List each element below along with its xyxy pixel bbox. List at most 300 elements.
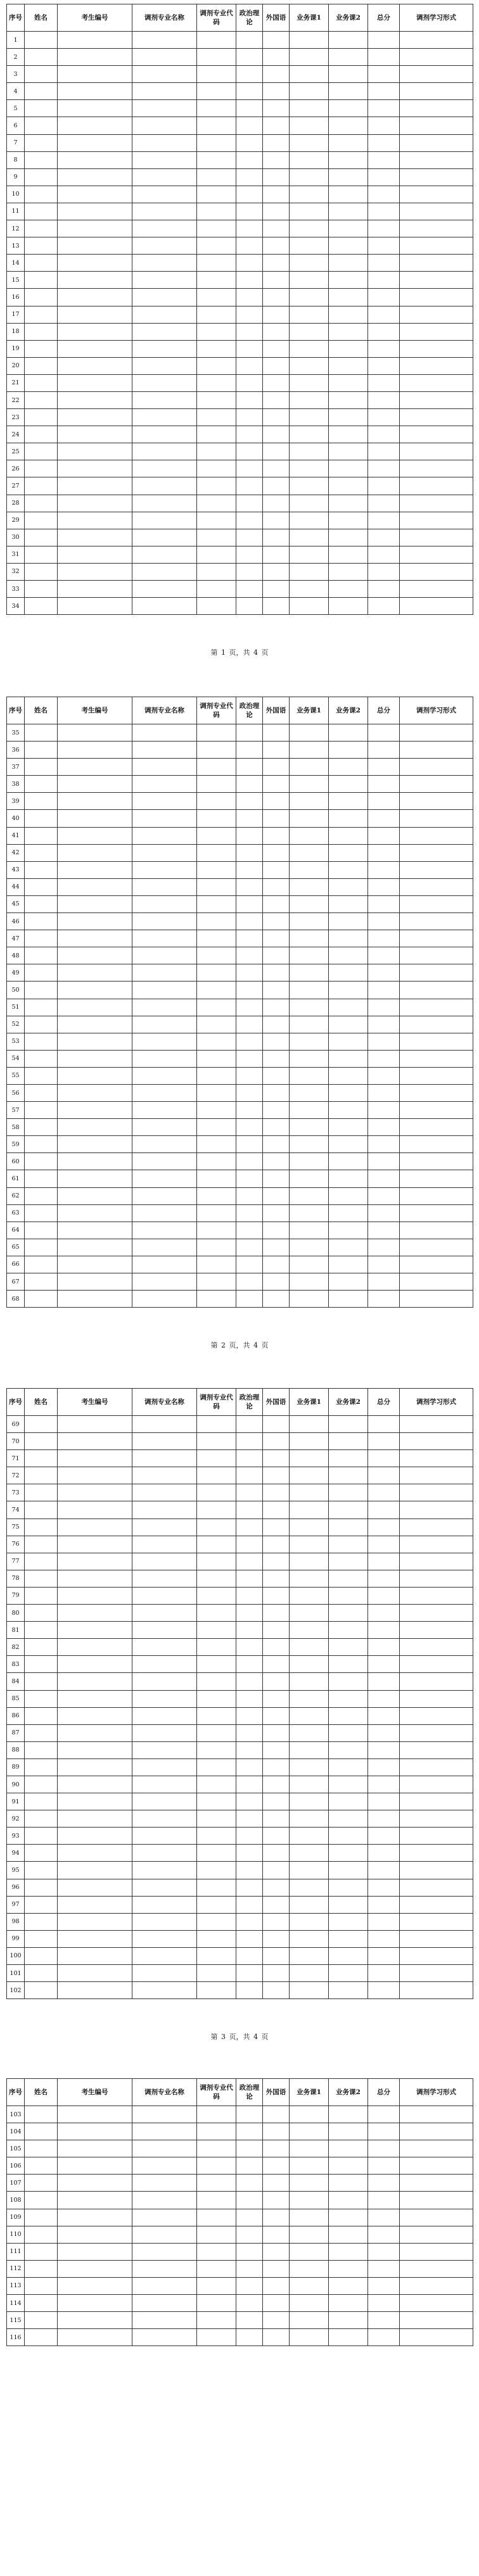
table-cell: [132, 947, 197, 964]
table-cell: [368, 117, 400, 134]
table-cell: [58, 546, 132, 563]
table-cell: 62: [7, 1187, 25, 1204]
table-row: [7, 512, 473, 529]
table-cell: [236, 1256, 263, 1273]
table-cell: [132, 1553, 197, 1570]
table-cell: [236, 1587, 263, 1604]
table-cell: [236, 426, 263, 443]
table-cell: [290, 1605, 329, 1622]
table-cell: [400, 793, 473, 810]
table-cell: [58, 323, 132, 340]
table-cell: [25, 1639, 58, 1656]
table-cell: [58, 220, 132, 237]
table-cell: [290, 186, 329, 203]
table-row: [7, 357, 473, 374]
table-cell: [290, 878, 329, 895]
header-cell: 调剂专业代码: [197, 1389, 236, 1416]
table-cell: [400, 1793, 473, 1810]
table-cell: [236, 1102, 263, 1119]
table-cell: 47: [7, 930, 25, 947]
table-cell: [197, 306, 236, 323]
table-cell: [368, 100, 400, 117]
table-cell: [400, 1170, 473, 1187]
table-cell: [290, 964, 329, 982]
admission-table: [6, 1388, 473, 1999]
table-cell: [132, 512, 197, 529]
table-cell: [400, 1484, 473, 1501]
table-cell: [58, 913, 132, 930]
table-cell: [368, 1879, 400, 1896]
table-cell: 60: [7, 1153, 25, 1170]
table-cell: [236, 100, 263, 117]
table-cell: [58, 1467, 132, 1484]
table-cell: [263, 1570, 290, 1587]
table-cell: [132, 1879, 197, 1896]
table-cell: 108: [7, 2192, 25, 2209]
table-cell: [197, 1605, 236, 1622]
table-cell: [132, 357, 197, 374]
table-cell: [400, 947, 473, 964]
table-cell: [197, 1170, 236, 1187]
header-cell: 调剂专业代码: [197, 697, 236, 724]
table-cell: [25, 1707, 58, 1724]
table-cell: [236, 1553, 263, 1570]
table-cell: [400, 2260, 473, 2277]
table-cell: [329, 134, 368, 151]
table-cell: [236, 930, 263, 947]
table-cell: [58, 340, 132, 357]
table-cell: [58, 1433, 132, 1450]
table-row: [7, 100, 473, 117]
table-cell: [25, 1587, 58, 1604]
table-cell: [25, 1170, 58, 1187]
table-cell: [368, 861, 400, 878]
table-cell: [25, 426, 58, 443]
table-cell: [236, 759, 263, 776]
table-cell: [263, 827, 290, 844]
table-cell: [400, 1913, 473, 1930]
table-cell: [329, 1879, 368, 1896]
table-cell: [290, 759, 329, 776]
table-cell: [197, 1707, 236, 1724]
table-cell: [290, 220, 329, 237]
table-cell: [290, 1776, 329, 1793]
table-cell: [290, 1896, 329, 1913]
table-cell: [290, 374, 329, 391]
table-row: [7, 32, 473, 49]
table-row: [7, 117, 473, 134]
table-row: [7, 1690, 473, 1707]
table-row: [7, 1724, 473, 1741]
table-cell: [400, 810, 473, 827]
table-cell: [236, 1273, 263, 1291]
table-cell: [236, 1639, 263, 1656]
table-cell: [400, 878, 473, 895]
table-cell: [132, 1845, 197, 1862]
table-cell: [132, 964, 197, 982]
table-cell: [58, 460, 132, 477]
table-cell: [58, 982, 132, 999]
table-cell: [368, 2123, 400, 2140]
table-cell: [197, 759, 236, 776]
table-cell: [197, 1828, 236, 1845]
table-cell: [58, 134, 132, 151]
table-cell: [368, 1136, 400, 1153]
table-cell: [236, 1622, 263, 1639]
table-cell: [25, 810, 58, 827]
table-cell: [236, 2192, 263, 2209]
table-cell: [290, 512, 329, 529]
table-cell: [132, 83, 197, 100]
table-cell: [263, 1187, 290, 1204]
table-cell: [25, 117, 58, 134]
table-cell: 114: [7, 2295, 25, 2312]
table-cell: [368, 2140, 400, 2157]
table-cell: [290, 32, 329, 49]
table-cell: [132, 1776, 197, 1793]
table-row: [7, 2260, 473, 2277]
table-row: [7, 2209, 473, 2226]
table-cell: [25, 742, 58, 759]
table-cell: [329, 1102, 368, 1119]
table-cell: [58, 1033, 132, 1050]
table-header-row: [7, 2079, 473, 2106]
table-cell: [25, 2295, 58, 2312]
table-row: [7, 546, 473, 563]
table-cell: [197, 1501, 236, 1518]
table-cell: [263, 913, 290, 930]
table-row: [7, 2295, 473, 2312]
admission-table: [6, 2078, 473, 2346]
table-cell: [58, 1690, 132, 1707]
table-cell: [197, 1810, 236, 1828]
table-cell: [236, 255, 263, 272]
table-row: [7, 391, 473, 408]
table-cell: [197, 1291, 236, 1308]
table-cell: [263, 2295, 290, 2312]
table-cell: [25, 1793, 58, 1810]
table-cell: [58, 237, 132, 255]
table-cell: [236, 1016, 263, 1033]
table-cell: [400, 1239, 473, 1256]
table-cell: [132, 1724, 197, 1741]
table-cell: [25, 2260, 58, 2277]
table-cell: [236, 1707, 263, 1724]
table-cell: [400, 930, 473, 947]
table-cell: [329, 1084, 368, 1101]
table-cell: [58, 1119, 132, 1136]
table-row: [7, 793, 473, 810]
table-cell: 86: [7, 1707, 25, 1724]
table-cell: [58, 1947, 132, 1964]
table-cell: 10: [7, 186, 25, 203]
table-cell: 48: [7, 947, 25, 964]
table-cell: [197, 1450, 236, 1467]
table-row: [7, 1793, 473, 1810]
table-cell: 68: [7, 1291, 25, 1308]
table-cell: [236, 1930, 263, 1947]
table-cell: 115: [7, 2312, 25, 2329]
table-cell: [197, 134, 236, 151]
table-cell: [58, 1187, 132, 1204]
table-cell: [236, 272, 263, 289]
table-row: [7, 1136, 473, 1153]
table-cell: [290, 810, 329, 827]
table-cell: [132, 1484, 197, 1501]
table-cell: [132, 1416, 197, 1433]
table-cell: [400, 1879, 473, 1896]
table-cell: [329, 83, 368, 100]
table-cell: 55: [7, 1067, 25, 1084]
table-cell: [197, 168, 236, 186]
table-cell: [236, 49, 263, 66]
table-cell: [58, 1622, 132, 1639]
table-cell: [58, 443, 132, 460]
table-cell: [236, 2226, 263, 2243]
table-cell: [290, 255, 329, 272]
table-cell: [290, 477, 329, 495]
table-cell: 65: [7, 1239, 25, 1256]
table-cell: [197, 1930, 236, 1947]
table-cell: [263, 1433, 290, 1450]
table-cell: [290, 151, 329, 168]
table-cell: [25, 1222, 58, 1239]
table-cell: [400, 1845, 473, 1862]
table-cell: [329, 2295, 368, 2312]
table-cell: [58, 1084, 132, 1101]
table-cell: [25, 827, 58, 844]
table-cell: [368, 1291, 400, 1308]
table-cell: [58, 2329, 132, 2346]
table-cell: 89: [7, 1758, 25, 1776]
table-cell: [263, 357, 290, 374]
table-row: [7, 1622, 473, 1639]
table-cell: [400, 1433, 473, 1450]
table-cell: [197, 1222, 236, 1239]
table-cell: [132, 203, 197, 220]
table-cell: [132, 529, 197, 546]
table-cell: [263, 2192, 290, 2209]
table-cell: [58, 724, 132, 742]
table-row: [7, 1758, 473, 1776]
table-cell: [400, 1187, 473, 1204]
table-cell: [263, 1587, 290, 1604]
table-row: [7, 443, 473, 460]
table-cell: [236, 409, 263, 426]
table-cell: [25, 1050, 58, 1067]
table-row: [7, 1845, 473, 1862]
table-cell: [236, 1605, 263, 1622]
table-cell: 52: [7, 1016, 25, 1033]
table-cell: [329, 999, 368, 1016]
table-cell: [25, 1102, 58, 1119]
table-cell: [400, 443, 473, 460]
table-cell: [132, 930, 197, 947]
table-cell: [368, 1947, 400, 1964]
table-cell: [197, 1947, 236, 1964]
table-cell: [197, 1050, 236, 1067]
table-row: [7, 1067, 473, 1084]
table-cell: [236, 374, 263, 391]
table-cell: [132, 2260, 197, 2277]
table-cell: [132, 2277, 197, 2294]
table-cell: [290, 1291, 329, 1308]
table-cell: [290, 391, 329, 408]
table-row: [7, 1707, 473, 1724]
table-cell: [236, 2329, 263, 2346]
table-cell: [290, 1656, 329, 1673]
table-cell: [290, 2243, 329, 2260]
table-cell: [236, 323, 263, 340]
table-cell: 20: [7, 357, 25, 374]
table-cell: [58, 495, 132, 512]
table-cell: [368, 2260, 400, 2277]
table-cell: [132, 1273, 197, 1291]
table-cell: [197, 2277, 236, 2294]
table-cell: [132, 1639, 197, 1656]
table-cell: [263, 947, 290, 964]
table-cell: [197, 1639, 236, 1656]
table-cell: 13: [7, 237, 25, 255]
table-cell: [263, 220, 290, 237]
table-cell: [329, 2123, 368, 2140]
table-cell: 63: [7, 1204, 25, 1222]
table-cell: [290, 1222, 329, 1239]
table-cell: 69: [7, 1416, 25, 1433]
table-cell: [58, 1102, 132, 1119]
table-row: [7, 323, 473, 340]
table-row: [7, 2106, 473, 2123]
table-cell: [329, 237, 368, 255]
table-cell: [368, 1067, 400, 1084]
table-cell: [132, 391, 197, 408]
table-cell: [236, 1467, 263, 1484]
table-cell: [263, 100, 290, 117]
table-cell: [263, 1450, 290, 1467]
table-cell: [132, 776, 197, 793]
table-cell: [25, 2312, 58, 2329]
table-cell: [25, 1862, 58, 1879]
table-cell: [290, 1170, 329, 1187]
table-cell: [236, 1450, 263, 1467]
table-cell: [263, 2175, 290, 2192]
table-cell: [263, 1845, 290, 1862]
table-cell: [132, 1913, 197, 1930]
table-cell: [400, 306, 473, 323]
table-cell: 42: [7, 844, 25, 861]
table-cell: [400, 168, 473, 186]
table-row: [7, 66, 473, 83]
table-cell: [368, 186, 400, 203]
footer-text: 页，共: [229, 2033, 250, 2041]
table-cell: [329, 844, 368, 861]
table-row: [7, 2175, 473, 2192]
table-cell: [329, 724, 368, 742]
table-row: [7, 1170, 473, 1187]
table-cell: [197, 443, 236, 460]
table-cell: [400, 323, 473, 340]
table-cell: [368, 237, 400, 255]
table-cell: [197, 776, 236, 793]
table-cell: [400, 2277, 473, 2294]
table-cell: [290, 1119, 329, 1136]
table-cell: [25, 443, 58, 460]
table-cell: [400, 391, 473, 408]
table-cell: [132, 793, 197, 810]
table-cell: [329, 2329, 368, 2346]
table-cell: [290, 1553, 329, 1570]
table-row: [7, 1033, 473, 1050]
table-cell: [368, 742, 400, 759]
table-cell: 61: [7, 1170, 25, 1187]
table-cell: [290, 1793, 329, 1810]
table-row: [7, 947, 473, 964]
table-cell: [236, 1673, 263, 1690]
table-cell: [290, 1239, 329, 1256]
table-cell: [58, 947, 132, 964]
table-cell: [400, 563, 473, 580]
table-cell: [132, 2312, 197, 2329]
table-cell: [132, 323, 197, 340]
table-cell: [236, 1828, 263, 1845]
table-cell: [236, 1501, 263, 1518]
table-cell: [368, 323, 400, 340]
table-cell: [290, 237, 329, 255]
table-cell: [132, 289, 197, 306]
table-cell: [368, 151, 400, 168]
table-cell: [197, 49, 236, 66]
table-cell: [263, 323, 290, 340]
table-cell: [132, 340, 197, 357]
page-total: 4: [253, 2033, 258, 2041]
header-cell: 政治理论: [236, 2079, 263, 2106]
table-cell: [329, 1793, 368, 1810]
table-cell: [400, 1930, 473, 1947]
table-cell: [368, 1656, 400, 1673]
table-cell: [132, 220, 197, 237]
table-cell: 36: [7, 742, 25, 759]
table-cell: [58, 1862, 132, 1879]
table-cell: [25, 947, 58, 964]
header-cell: 业务课2: [329, 1389, 368, 1416]
table-cell: [197, 827, 236, 844]
table-cell: [236, 913, 263, 930]
table-cell: [236, 1965, 263, 1982]
table-cell: [236, 186, 263, 203]
table-cell: [25, 1153, 58, 1170]
header-cell: 业务课2: [329, 4, 368, 32]
table-cell: [329, 1965, 368, 1982]
table-cell: [400, 1016, 473, 1033]
table-cell: [58, 930, 132, 947]
table-cell: 96: [7, 1879, 25, 1896]
table-cell: [236, 1896, 263, 1913]
table-cell: [290, 999, 329, 1016]
table-cell: [263, 1084, 290, 1101]
table-cell: 2: [7, 49, 25, 66]
table-cell: [263, 2260, 290, 2277]
table-cell: 1: [7, 32, 25, 49]
table-cell: [132, 1587, 197, 1604]
table-cell: [400, 581, 473, 598]
table-cell: [132, 1947, 197, 1964]
table-cell: [263, 895, 290, 912]
table-cell: [263, 1518, 290, 1536]
table-cell: [329, 930, 368, 947]
table-row: [7, 1879, 473, 1896]
table-cell: [400, 1673, 473, 1690]
table-cell: [400, 1536, 473, 1553]
